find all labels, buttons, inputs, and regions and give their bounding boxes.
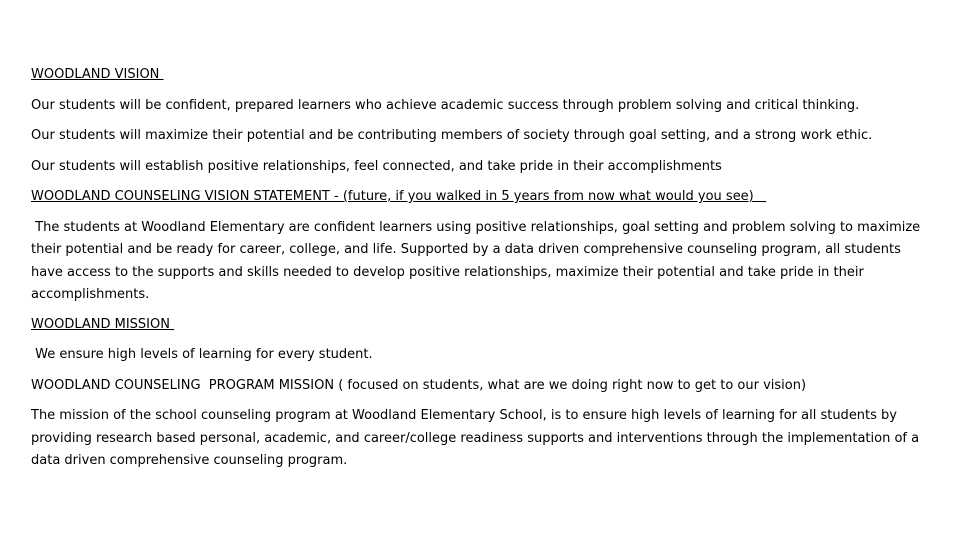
counseling-mission-heading: WOODLAND COUNSELING PROGRAM MISSION ( focused on students, what are we doing right now to get to our vision): [31, 377, 807, 393]
vision-line-3: Our students will establish positive relationships, feel connected, and take pride in their accomplishments: [31, 158, 722, 174]
counseling-mission-text: The mission of the school counseling program at Woodland Elementary School, is to ensure high levels of learning for all students by providing research based personal, academic, and career/college readiness supports and interventions through the implementation of a data driven comprehensive counseling program.: [31, 408, 924, 468]
mission-text: We ensure high levels of learning for every student.: [31, 347, 373, 362]
counseling-vision-heading: WOODLAND COUNSELING VISION STATEMENT - (future, if you walked in 5 years from now what would you see): [31, 189, 767, 204]
vision-heading: WOODLAND VISION: [31, 67, 164, 82]
vision-line-2: Our students will maximize their potential and be contributing members of society through goal setting, and a strong work ethic.: [31, 128, 873, 143]
mission-heading: WOODLAND MISSION: [31, 316, 175, 332]
vision-line-1: Our students will be confident, prepared learners who achieve academic success through problem solving and critical thinking.: [31, 97, 860, 113]
document-body: [31, 64, 931, 480]
counseling-vision-text: The students at Woodland Elementary are confident learners using positive relationships, goal setting and problem solving to maximize their potential and be ready for career, college, and life. Supported by a data driven comprehensive counseling program, all students have access to the supports and skills needed to develop positive relationships, maximize their potential and take pride in their accomplishments.: [31, 219, 925, 302]
